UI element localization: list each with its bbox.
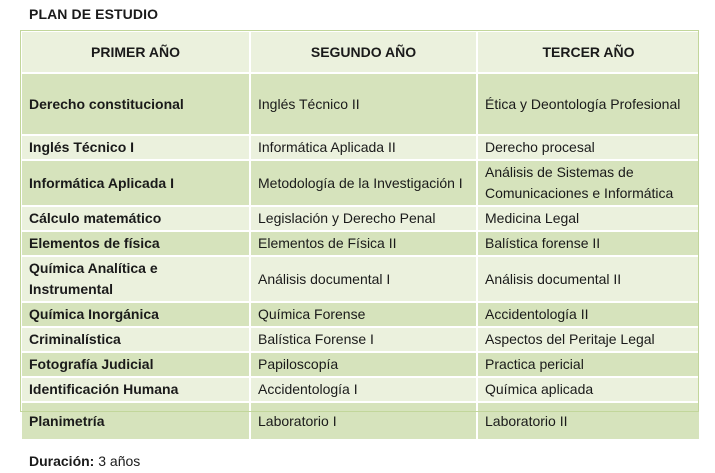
- first-year-subject: Química Analítica e Instrumental: [21, 256, 250, 302]
- duration-label: Duración:: [29, 453, 95, 469]
- second-year-subject: Informática Aplicada II: [250, 135, 477, 160]
- third-year-subject: Análisis documental II: [477, 256, 700, 302]
- first-year-subject: Derecho constitucional: [21, 73, 250, 135]
- second-year-subject: Inglés Técnico II: [250, 73, 477, 135]
- table-row: [21, 352, 700, 377]
- second-year-subject: Laboratorio I: [250, 402, 477, 440]
- first-year-subject: Elementos de física: [21, 231, 250, 256]
- table-header-row: [21, 31, 700, 73]
- second-year-subject: Legislación y Derecho Penal: [250, 206, 477, 231]
- second-year-subject: Elementos de Física II: [250, 231, 477, 256]
- table-row: [21, 135, 700, 160]
- first-year-subject: Informática Aplicada I: [21, 160, 250, 206]
- first-year-subject: Cálculo matemático: [21, 206, 250, 231]
- third-year-subject: Accidentología II: [477, 302, 700, 327]
- table-row: [21, 327, 700, 352]
- first-year-subject: Criminalística: [21, 327, 250, 352]
- second-year-subject: Química Forense: [250, 302, 477, 327]
- third-year-subject: Laboratorio II: [477, 402, 700, 440]
- third-year-subject: Química aplicada: [477, 377, 700, 402]
- second-year-subject: Análisis documental I: [250, 256, 477, 302]
- first-year-subject: Química Inorgánica: [21, 302, 250, 327]
- table-row: [21, 377, 700, 402]
- first-year-subject: Planimetría: [21, 402, 250, 440]
- table-row: [21, 302, 700, 327]
- second-year-subject: Balística Forense I: [250, 327, 477, 352]
- third-year-subject: Ética y Deontología Profesional: [477, 73, 700, 135]
- first-year-subject: Identificación Humana: [21, 377, 250, 402]
- duration-value: 3 años: [94, 453, 141, 469]
- second-year-subject: Papiloscopía: [250, 352, 477, 377]
- table-row: [21, 402, 700, 440]
- first-year-subject: Fotografía Judicial: [21, 352, 250, 377]
- study-plan-table: [20, 30, 701, 441]
- table-row: [21, 73, 700, 135]
- first-year-subject: Inglés Técnico I: [21, 135, 250, 160]
- table-row: [21, 256, 700, 302]
- second-year-subject: Accidentología I: [250, 377, 477, 402]
- duration-line: [29, 453, 140, 469]
- header-third-year: TERCER AÑO: [477, 31, 700, 73]
- header-first-year: PRIMER AÑO: [21, 31, 250, 73]
- third-year-subject: Balística forense II: [477, 231, 700, 256]
- table-row: [21, 206, 700, 231]
- third-year-subject: Derecho procesal: [477, 135, 700, 160]
- third-year-subject: Practica pericial: [477, 352, 700, 377]
- second-year-subject: Metodología de la Investigación I: [250, 160, 477, 206]
- page-title: PLAN DE ESTUDIO: [29, 6, 159, 22]
- table-row: [21, 160, 700, 206]
- third-year-subject: Aspectos del Peritaje Legal: [477, 327, 700, 352]
- header-second-year: SEGUNDO AÑO: [250, 31, 477, 73]
- table-row: [21, 231, 700, 256]
- third-year-subject: Medicina Legal: [477, 206, 700, 231]
- third-year-subject: Análisis de Sistemas de Comunicaciones e Informática: [477, 160, 700, 206]
